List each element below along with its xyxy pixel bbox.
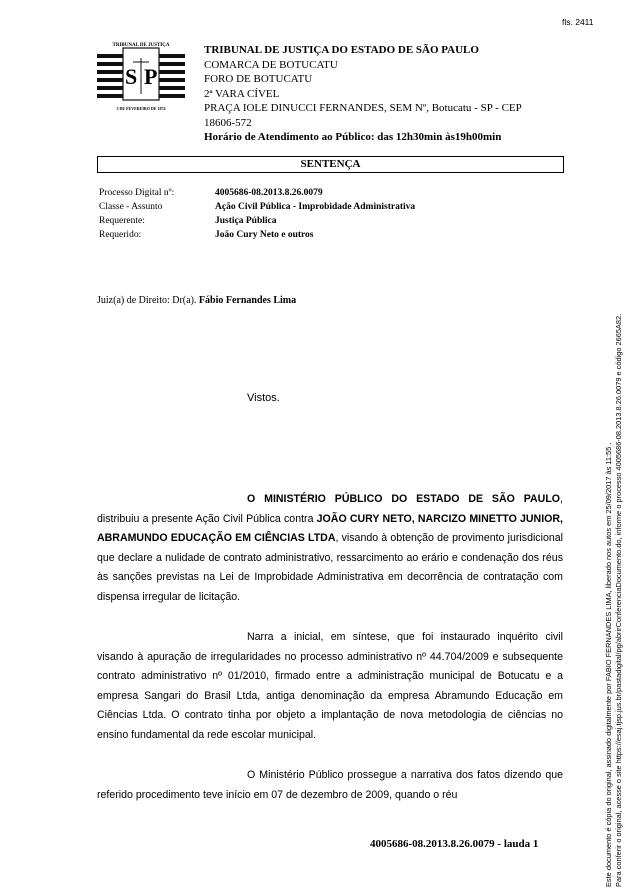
defendants-names: JOÃO CURY NETO, NARCIZO MINETTO JUNIOR, ABRAMUNDO EDUCAÇÃO EM CIÊNCIAS LTDA	[97, 512, 563, 544]
court-header	[204, 43, 574, 145]
seal-top-text: TRIBUNAL DE JUSTIÇA	[112, 43, 170, 48]
comarca: COMARCA DE BOTUCATU	[204, 58, 338, 71]
document-title: SENTENÇA	[97, 156, 564, 173]
case-info-value: 4005686-08.2013.8.26.0079	[215, 188, 323, 198]
paragraph-text: Narra a inicial, em síntese, que foi instaurado inquérito civil visando à apuração de irregularidades no processo administrativo nº 44.704/2009 e subsequente contrato administrativo nº 01/2010, firmado entre a administração municipal de Botucatu e a empresa Sangari do Brasil Ltda, antiga denominação da empresa Abramundo Educação em Ciências Ltda. O contrato tinha por objeto a implantação de nova metodologia de ciências no ensino fundamental da rede escolar municipal.	[97, 631, 563, 741]
case-info	[99, 186, 415, 242]
address-line-1: PRAÇA IOLE DINUCCI FERNANDES, SEM Nº, Botucatu - SP - CEP	[204, 102, 522, 114]
court-seal-logo	[97, 40, 185, 112]
case-info-value: Justiça Pública	[215, 216, 277, 226]
seal-letter-right: P	[144, 64, 158, 89]
case-info-row	[99, 228, 415, 242]
case-info-row	[99, 186, 415, 200]
case-info-label: Processo Digital nº:	[99, 188, 175, 198]
case-info-label: Requerente:	[99, 216, 145, 226]
paragraph-2	[97, 628, 563, 745]
opening-hours: Horário de Atendimento ao Público: das 12h30min às19h00min	[204, 131, 502, 143]
foro: FORO DE BOTUCATU	[204, 73, 313, 85]
case-info-label: Classe - Assunto	[99, 202, 163, 212]
plaintiff-name: O MINISTÉRIO PÚBLICO DO ESTADO DE SÃO PAULO	[247, 493, 561, 505]
paragraph-3	[97, 766, 563, 805]
case-info-label: Requerido:	[99, 230, 142, 240]
vistos: Vistos.	[247, 392, 280, 404]
case-info-row	[99, 214, 415, 228]
seal-bottom-text: 3 DE FEVEREIRO DE 1874	[116, 106, 166, 111]
paragraph-1	[97, 490, 563, 607]
court-name: TRIBUNAL DE JUSTIÇA DO ESTADO DE SÃO PAULO	[204, 44, 479, 56]
side-note-line-1: Este documento é cópia do original, assinado digitalmente por FABIO FERNANDES LIMA, liberado nos autos em 25/09/2017 às 11:55 .	[604, 442, 613, 887]
page-footer: 4005686-08.2013.8.26.0079 - lauda 1	[370, 838, 539, 850]
case-info-value: Ação Civil Pública - Improbidade Administrativa	[215, 202, 416, 212]
case-info-value: João Cury Neto e outros	[215, 230, 314, 240]
judge-label: Juiz(a) de Direito: Dr(a).	[97, 295, 199, 306]
side-authentication-note	[604, 314, 624, 887]
vara: 2ª VARA CÍVEL	[204, 87, 280, 100]
address-line-2: 18606-572	[204, 116, 252, 129]
paragraph-text: O Ministério Público prossegue a narrativa dos fatos dizendo que referido procedimento teve início em 07 de dezembro de 2009, quando o réu	[97, 769, 563, 801]
page-number: fls. 2411	[562, 17, 594, 27]
judge-name: Fábio Fernandes Lima	[198, 295, 297, 306]
side-note-line-2: Para conferir o original, acesse o site https://esaj.tjsp.jus.br/pastadigital/pg/abrirConferenciaDocumento.do, informe o processo 4005686-08.2013.8.26.0079 e código 2665A82.	[614, 313, 623, 887]
case-info-row	[99, 200, 415, 214]
judge-line	[97, 295, 296, 306]
paragraph-text: , distribuiu a presente Ação Civil Pública contra	[97, 493, 563, 525]
paragraph-text: , visando à obtenção de provimento jurisdicional que declare a nulidade de contrato administrativo, ressarcimento ao erário e condenação dos réus às sanções previstas na Lei de Improbidade Administrativa em decorrência de contratação com dispensa irregular de licitação.	[97, 532, 563, 603]
seal-letter-left: S	[125, 64, 138, 89]
